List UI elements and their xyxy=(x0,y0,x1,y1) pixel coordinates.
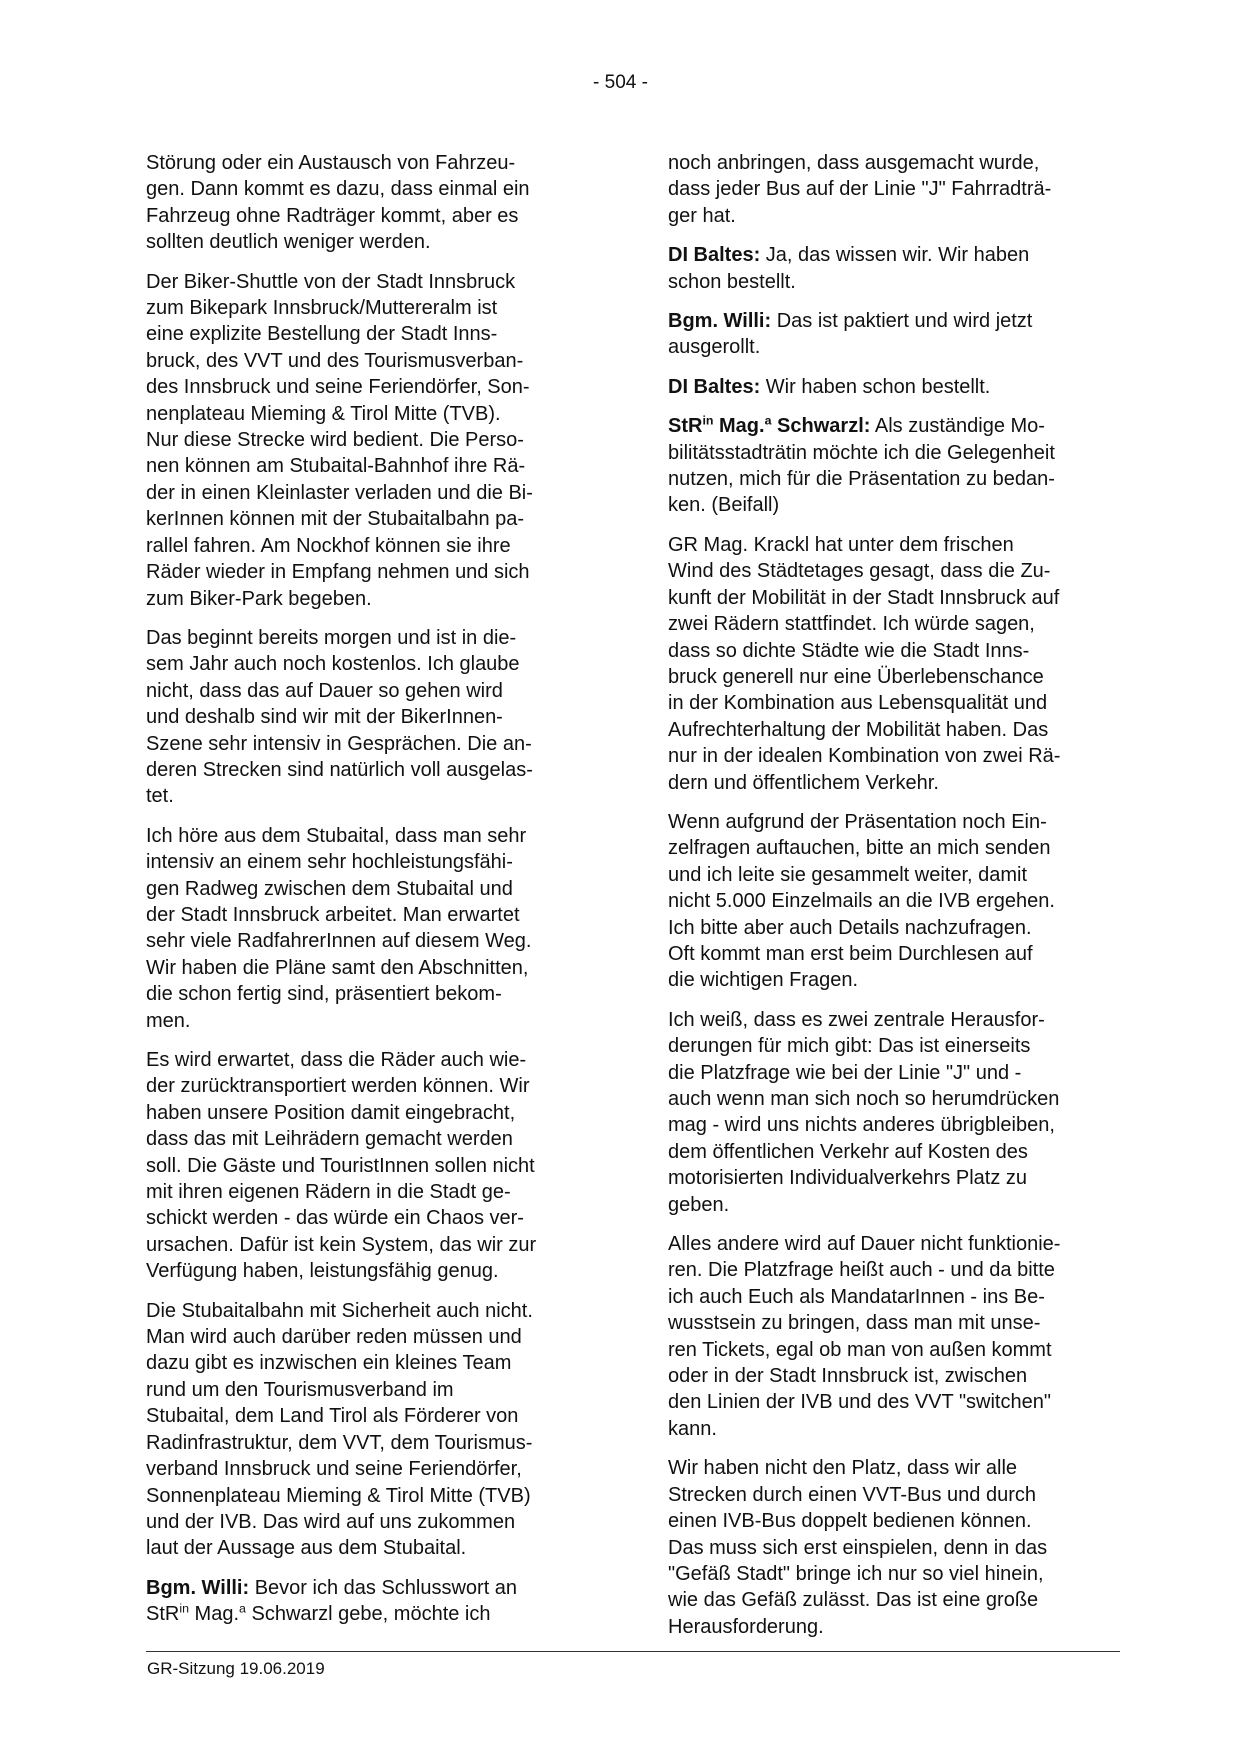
superscript: in xyxy=(179,1601,189,1616)
paragraph: Das beginnt bereits morgen und ist in die- sem Jahr auch noch kostenlos. Ich glaube nicht, dass das auf Dauer so gehen wird und deshalb sind wir mit der BikerInnen- Szene sehr intensiv in Gesprächen. Die an- deren Strecken sind natürlich voll ausgelas- tet. xyxy=(146,626,533,808)
speech-text: Schwarzl gebe, möchte ich xyxy=(245,1603,491,1626)
paragraph: Wenn aufgrund der Präsentation noch Ein- zelfragen auftauchen, bitte an mich senden und ich leite sie gesammelt weiter, damit nicht 5.000 Einzelmails an die IVB ergehen. Ich bitte aber auch Details nachzufragen. Oft kommt man erst beim Durchlesen auf die wichtigen Fragen. xyxy=(668,810,1055,992)
paragraph: Ich höre aus dem Stubaital, dass man sehr intensiv an einem sehr hochleistungsfähi- gen Radweg zwischen dem Stubaital und der Stadt Innsbruck arbeitet. Man erwartet sehr viele RadfahrerInnen auf diesem Weg. Wir haben die Pläne samt den Abschnitten, die schon fertig sind, präsentiert bekom- men. xyxy=(146,824,532,1032)
superscript: a xyxy=(764,413,772,428)
speaker-name xyxy=(668,415,870,437)
speech-text: Als zuständige Mo- bilitätsstadträtin möchte ich die Gelegenheit nutzen, mich für die Präsentation zu bedan- ken. (Beifall) xyxy=(668,415,1055,517)
paragraph: Der Biker-Shuttle von der Stadt Innsbruck zum Bikepark Innsbruck/Muttereralm ist eine explizite Bestellung der Stadt Inns- bruck, des VVT und des Tourismusverban- des Innsbruck und seine Feriendörfer, Son- nenplateau Mieming & Tirol Mitte (TVB). Nur diese Strecke wird bedient. Die Perso- nen können am Stubaital-Bahnhof ihre Rä- der in einen Kleinlaster verladen und die Bi- kerInnen können mit der Stubaitalbahn pa- rallel fahren. Am Nockhof können sie ihre Räder wieder in Empfang nehmen und sich zum Biker-Park begeben. xyxy=(146,270,533,610)
paragraph: GR Mag. Krackl hat unter dem frischen Wind des Städtetages gesagt, dass die Zu- kunft der Mobilität in der Stadt Innsbruck auf zwei Rädern stattfindet. Ich würde sagen, dass so dichte Städte wie die Stadt Inns- bruck generell nur eine Überlebenschance in der Kombination aus Lebensqualität und Aufrechterhaltung der Mobilität haben. Das nur in der idealen Kombination von zwei Rä- dern und öffentlichem Verkehr. xyxy=(668,533,1061,794)
speaker-name: Bgm. Willi: xyxy=(668,310,772,333)
speech-text: Wir haben schon bestellt. xyxy=(760,375,991,398)
speech-text: Das ist paktiert und wird jetzt ausgerollt. xyxy=(668,310,1033,359)
speaker-name-part: StR xyxy=(668,415,703,438)
speaker-name: DI Baltes: xyxy=(668,244,761,267)
speaker-name: DI Baltes: xyxy=(668,375,761,398)
left-column xyxy=(146,150,601,1641)
speaker-name-part: Mag. xyxy=(713,415,765,438)
page-number: - 504 - xyxy=(593,72,648,93)
speaker-paragraph xyxy=(146,1575,601,1628)
paragraph: Die Stubaitalbahn mit Sicherheit auch nicht. Man wird auch darüber reden müssen und dazu gibt es inzwischen ein kleines Team rund um den Tourismusverband im Stubaital, dem Land Tirol als Förderer von Radinfrastruktur, dem VVT, dem Tourismus- verband Innsbruck und seine Feriendörfer, Sonnenplateau Mieming & Tirol Mitte (TVB) und der IVB. Das wird auf uns zukommen laut der Aussage aus dem Stubaital. xyxy=(146,1299,533,1560)
speech-text: Ja, das wissen wir. Wir haben schon bestellt. xyxy=(668,244,1030,293)
paragraph: Wir haben nicht den Platz, dass wir alle Strecken durch einen VVT-Bus und durch einen IVB-Bus doppelt bedienen können. Das muss sich erst einspielen, denn in das "Gefäß Stadt" bringe ich nur so viel hinein, wie das Gefäß zulässt. Das ist eine große Herausforderung. xyxy=(668,1457,1048,1638)
speaker-paragraph xyxy=(668,413,1123,519)
superscript: a xyxy=(239,1601,246,1616)
paragraph: Ich weiß, dass es zwei zentrale Herausfor- derungen für mich gibt: Das ist einerseits die Platzfrage wie bei der Linie "J" und - auch wenn man sich noch so herumdrücken mag - wird uns nichts anderes übrigbleiben, dem öffentlichen Verkehr auf Kosten des motorisierten Individualverkehrs Platz zu geben. xyxy=(668,1008,1060,1216)
paragraph: Störung oder ein Austausch von Fahrzeu- gen. Dann kommt es dazu, dass einmal ein Fahrzeug ohne Radträger kommt, aber es sollten deutlich weniger werden. xyxy=(146,152,530,254)
speaker-paragraph xyxy=(668,242,1123,295)
paragraph: Alles andere wird auf Dauer nicht funktionie- ren. Die Platzfrage heißt auch - und da bitte ich auch Euch als MandatarInnen - ins Be- wusstsein zu bringen, dass man mit unse- ren Tickets, egal ob man von außen kommt oder in der Stadt Innsbruck ist, zwischen den Linien der IVB und des VVT "switchen" kann. xyxy=(668,1233,1061,1440)
right-column xyxy=(668,150,1123,1653)
speaker-name: Bgm. Willi: xyxy=(146,1576,250,1599)
speaker-name-part: Schwarzl: xyxy=(771,415,871,438)
speech-text: Bevor ich das Schlusswort an StR xyxy=(146,1576,518,1626)
paragraph: Es wird erwartet, dass die Räder auch wie- der zurücktransportiert werden können. Wir haben unsere Position damit eingebracht, dass das mit Leihrädern gemacht werden soll. Die Gäste und TouristInnen sollen nicht mit ihren eigenen Rädern in die Stadt ge- schickt werden - das würde ein Chaos ver- ursachen. Dafür ist kein System, das wir zur Verfügung haben, leistungsfähig genug. xyxy=(146,1049,537,1283)
speaker-paragraph xyxy=(668,308,1123,361)
speaker-paragraph xyxy=(668,374,1123,400)
paragraph: noch anbringen, dass ausgemacht wurde, dass jeder Bus auf der Linie "J" Fahrradträ- ger hat. xyxy=(668,152,1052,227)
footer-divider xyxy=(146,1651,1120,1652)
footer-session: GR-Sitzung 19.06.2019 xyxy=(147,1659,325,1678)
speech-text: Mag. xyxy=(189,1603,240,1626)
superscript: in xyxy=(702,413,714,428)
